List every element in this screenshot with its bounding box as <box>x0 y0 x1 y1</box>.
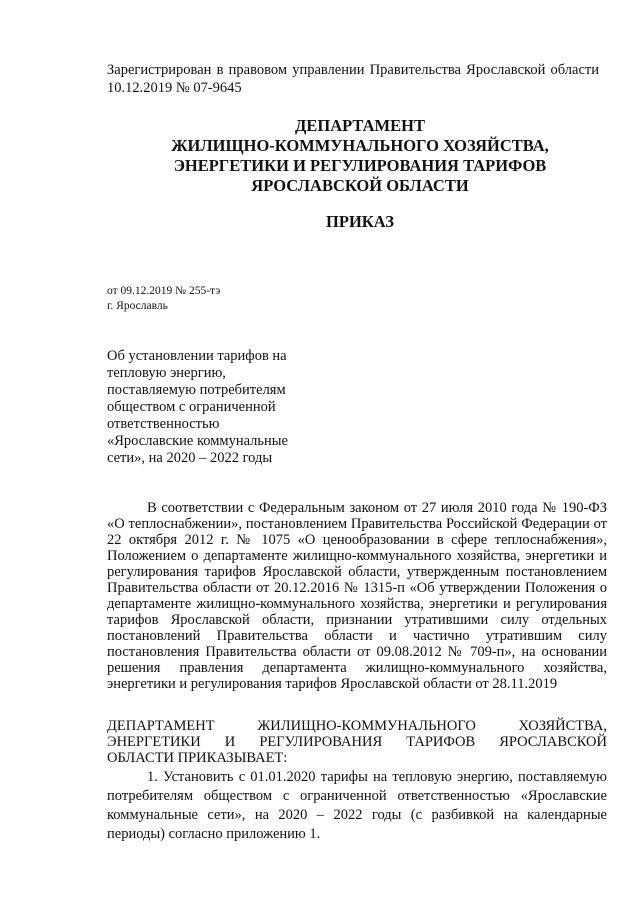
subject-line: сети», на 2020 – 2022 годы <box>107 450 273 466</box>
document-type: ПРИКАЗ <box>326 212 394 231</box>
subject-line: Об установлении тарифов на <box>107 348 287 364</box>
order-date-number: от 09.12.2019 № 255-тэ <box>107 285 221 297</box>
decree-line: ЭНЕРГЕТИКИ И РЕГУЛИРОВАНИЯ ТАРИФОВ ЯРОСЛАВСКОЙ <box>107 734 607 750</box>
registration-note: Зарегистрирован в правовом управлении Правительства Ярославской области 10.12.2019 № 07-9645 <box>107 62 599 96</box>
subject-line: обществом с ограниченной <box>107 399 276 415</box>
preamble-paragraph: В соответствии с Федеральным законом от 27 июля 2010 года № 190-ФЗ «О теплоснабжении», постановлением Правительства Российской Федерации от 22 октября 2012 г. № 1075 «О ценообразовании в сфере теплоснабжения», Положением о департаменте жилищно-коммунального хозяйства, энергетики и регулирования тарифов Ярославской области, утвержденным постановлением Правительства области от 20.12.2016 № 1315-п «Об утверждении Положения о департаменте жилищно-коммунального хозяйства, энергетики и регулирования тарифов Ярославской области, признании утратившими силу отдельных постановлений Правительства области и частично утратившим силу постановления Правительства области от 09.08.2012 № 709-п», на основании решения правления департамента жилищно-коммунального хозяйства, энергетики и регулирования тарифов Ярославской области от 28.11.2019 <box>107 500 607 692</box>
department-title-line: ЖИЛИЩНО-КОММУНАЛЬНОГО ХОЗЯЙСТВА, <box>171 136 549 155</box>
decree-line: ОБЛАСТИ ПРИКАЗЫВАЕТ: <box>107 750 288 766</box>
department-title-line: ЭНЕРГЕТИКИ И РЕГУЛИРОВАНИЯ ТАРИФОВ <box>173 156 547 175</box>
subject-line: ответственностью <box>107 416 220 432</box>
decree-statement <box>107 718 607 766</box>
order-item-1: 1. Установить с 01.01.2020 тарифы на тепловую энергию, поставляемую потребителям обществом с ограниченной ответственностью «Ярославские коммунальные сети», на 2020 – 2022 годы (с разбивкой на календарные периоды) согласно приложению 1. <box>107 769 607 842</box>
decree-line: ДЕПАРТАМЕНТ ЖИЛИЩНО-КОММУНАЛЬНОГО ХОЗЯЙСТВА, <box>107 718 607 734</box>
order-subject <box>107 348 322 467</box>
department-title <box>100 116 620 196</box>
subject-line: «Ярославские коммунальные <box>107 433 288 449</box>
subject-line: поставляемую потребителям <box>107 382 286 398</box>
order-city: г. Ярославль <box>107 300 168 312</box>
department-title-line: ДЕПАРТАМЕНТ <box>295 116 425 135</box>
department-title-line: ЯРОСЛАВСКОЙ ОБЛАСТИ <box>251 176 469 195</box>
subject-line: тепловую энергию, <box>107 365 226 381</box>
